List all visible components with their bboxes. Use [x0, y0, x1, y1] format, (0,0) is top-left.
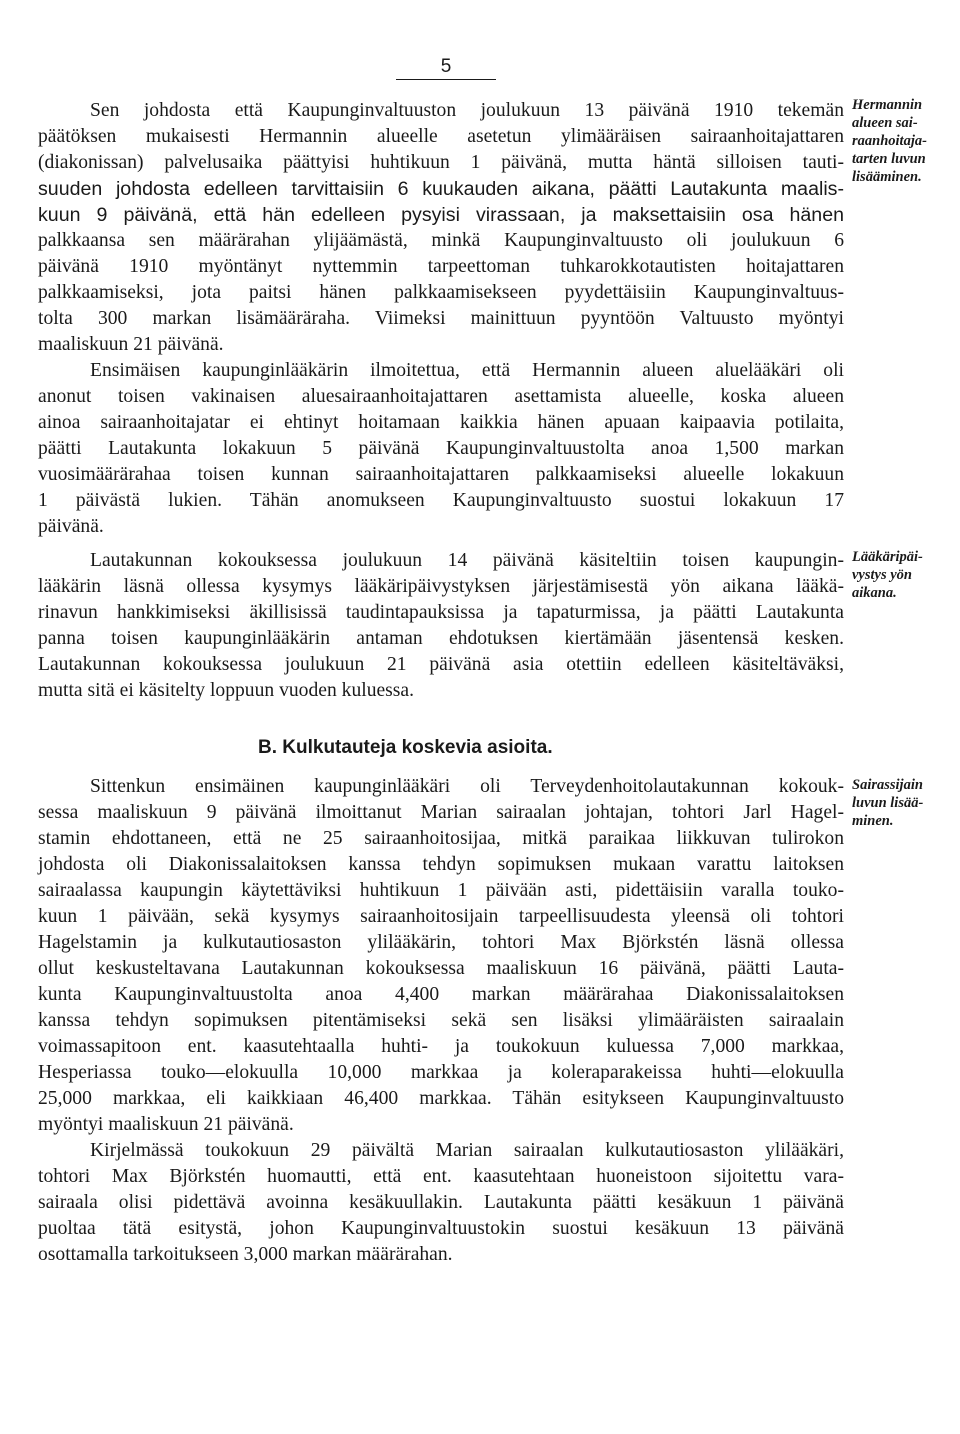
text-line: 1 päivästä lukien. Tähän anomukseen Kaupunginvaltuusto suostui lokakuun 17 [38, 490, 844, 511]
margin-note-laakaripaivystys [852, 548, 958, 602]
text-line: anonut toisen vakinaisen aluesairaanhoitajattaren asettamista alueelle, koska alueen [38, 386, 844, 407]
text-line: päivänä 1910 myöntänyt nyttemmin tarpeettoman tuhkarokkotautisten hoitajattaren [38, 256, 844, 277]
text-line: lääkärin läsnä ollessa kysymys lääkäripäivystyksen järjestämisestä yön aikana lääkä- [38, 576, 844, 597]
margin-note-line: luvun lisää- [852, 795, 924, 811]
margin-note-line: alueen sai- [852, 115, 918, 131]
text-line: panna toisen kaupunginlääkärin antaman ehdotuksen kiertämään jäsentensä kesken. [38, 628, 844, 649]
text-line: suuden johdosta edelleen tarvittaisiin 6 kuukauden aikana, päätti Lautakunta maalis- [38, 178, 844, 200]
margin-note-line: Lääkäripäi- [852, 549, 923, 565]
text-line: Kirjelmässä toukokuun 29 päivältä Marian sairaalan kulkutautiosaston ylilääkäri, [90, 1140, 844, 1161]
text-line: stamin ehdottaneen, että ne 25 sairaanhoitosijaa, mitkä paraikaa liikkuvan tulirokon [38, 828, 844, 849]
text-line: päätöksen mukaisesti Hermannin alueelle asetetun ylimääräisen sairaanhoitajattaren [38, 126, 844, 147]
text-line: voimassapitoon ent. kaasutehtaalla huhti- ja toukokuun kuluessa 7,000 markkaa, [38, 1036, 844, 1057]
margin-note-line: Hermannin [852, 97, 923, 113]
text-line: sairaala olisi pidettävä avoinna kesäkuullakin. Lautakunta päätti kesäkuun 1 päivänä [38, 1192, 844, 1213]
text-line: myöntyi maaliskuun 21 päivänä. [38, 1114, 294, 1135]
margin-note-line: Sairassijain [852, 777, 923, 793]
text-line: Lautakunnan kokouksessa joulukuun 14 päivänä käsiteltiin toisen kaupungin- [90, 550, 844, 571]
text-line: palkkaansa sen määrärahan ylijäämästä, minkä Kaupunginvaltuusto oli joulukuun 6 [38, 230, 844, 251]
text-line: päivänä. [38, 516, 104, 537]
margin-note-line: tarten luvun [852, 151, 926, 167]
text-line: tolta 300 markan lisämääräraha. Viimeksi mainittuun pyyntöön Valtuusto myöntyi [38, 308, 844, 329]
text-line: palkkaamiseksi, jota paitsi hänen palkkaamisekseen pyydettäisiin Kaupunginvaltuus- [38, 282, 844, 303]
text-line: maaliskuun 21 päivänä. [38, 334, 224, 355]
margin-note-line: lisääminen. [852, 169, 922, 185]
text-line: kuun 9 päivänä, että hän edelleen pysyisi virassaan, ja maksettaisiin osa hänen [38, 204, 844, 226]
text-line: osottamalla tarkoitukseen 3,000 markan määrärahan. [38, 1244, 453, 1265]
text-line: Hesperiassa touko—elokuulla 10,000 markkaa ja koleraparakeissa huhti—elokuulla [38, 1062, 844, 1083]
margin-note-line: vystys yön [852, 567, 912, 583]
text-line: rinavun hankkimiseksi äkillisissä taudintapauksissa ja tapaturmissa, ja päätti Lautakunta [38, 602, 844, 623]
page-number: 5 [396, 56, 496, 80]
text-line: kuun 1 päivään, sekä kysymys sairaanhoitosijain tarpeellisuudesta yleensä oli tohtori [38, 906, 844, 927]
text-line: puoltaa tätä esitystä, johon Kaupunginvaltuustokin suostui kesäkuun 13 päivänä [38, 1218, 844, 1239]
margin-note-line: raanhoitaja- [852, 133, 927, 149]
margin-note-line: aikana. [852, 585, 897, 601]
margin-note-sairassijat [852, 776, 958, 830]
text-line: ainoa sairaanhoitajatar ei ehtinyt hoitamaan kaikkia hänen apuaan kaipaavia potilaita, [38, 412, 844, 433]
text-line: sessa maaliskuun 9 päivänä ilmoittanut Marian sairaalan johtajan, tohtori Jarl Hagel- [38, 802, 844, 823]
margin-note-hermanni [852, 96, 958, 186]
section-heading: B. Kulkutauteja koskevia asioita. [258, 737, 553, 758]
text-line: kunta Kaupunginvaltuustolta anoa 4,400 markan määrärahaa Diakonissalaitoksen [38, 984, 844, 1005]
text-line: vuosimäärärahaa toisen kunnan sairaanhoitajattaren palkkaamiseksi alueelle lokakuun [38, 464, 844, 485]
text-line: kanssa tehdyn sopimuksen pitentämiseksi sekä sen lisäksi ylimääräisten sairaalain [38, 1010, 844, 1031]
text-line: ollut keskusteltavana Lautakunnan kokouksessa maaliskuun 16 päivänä, päätti Lauta- [38, 958, 844, 979]
text-line: tohtori Max Björkstén huomautti, että ent. kaasutehtaan huoneistoon sijoitettu vara- [38, 1166, 844, 1187]
text-line: Sittenkun ensimäinen kaupunginlääkäri oli Terveydenhoitolautakunnan kokouk- [90, 776, 844, 797]
text-line: Sen johdosta että Kaupunginvaltuuston joulukuun 13 päivänä 1910 tekemän [90, 100, 844, 121]
text-line: Hagelstamin ja kulkutautiosaston ylilääkärin, tohtori Max Björkstén läsnä ollessa [38, 932, 844, 953]
text-line: johdosta oli Diakonissalaitoksen kanssa tehdyn sopimuksen mukaan varattu laitoksen [38, 854, 844, 875]
text-line: päätti Lautakunta lokakuun 5 päivänä Kaupunginvaltuustolta anoa 1,500 markan [38, 438, 844, 459]
text-line: mutta sitä ei käsitelty loppuun vuoden kuluessa. [38, 680, 415, 701]
margin-note-line: minen. [852, 813, 894, 829]
text-line: Lautakunnan kokouksessa joulukuun 21 päivänä asia otettiin edelleen käsiteltäväksi, [38, 654, 844, 675]
text-line: sairaalassa kaupungin käytettäviksi huhtikuun 1 päivään asti, pidettäisiin varalla touko- [38, 880, 844, 901]
text-line: Ensimäisen kaupunginlääkärin ilmoitettua, että Hermannin alueen aluelääkäri oli [90, 360, 844, 381]
text-line: (diakonissan) palvelusaika päättyisi huhtikuun 1 päivänä, mutta häntä silloisen tauti- [38, 152, 844, 173]
text-line: 25,000 markkaa, eli kaikkiaan 46,400 markkaa. Tähän esitykseen Kaupunginvaltuusto [38, 1088, 844, 1109]
